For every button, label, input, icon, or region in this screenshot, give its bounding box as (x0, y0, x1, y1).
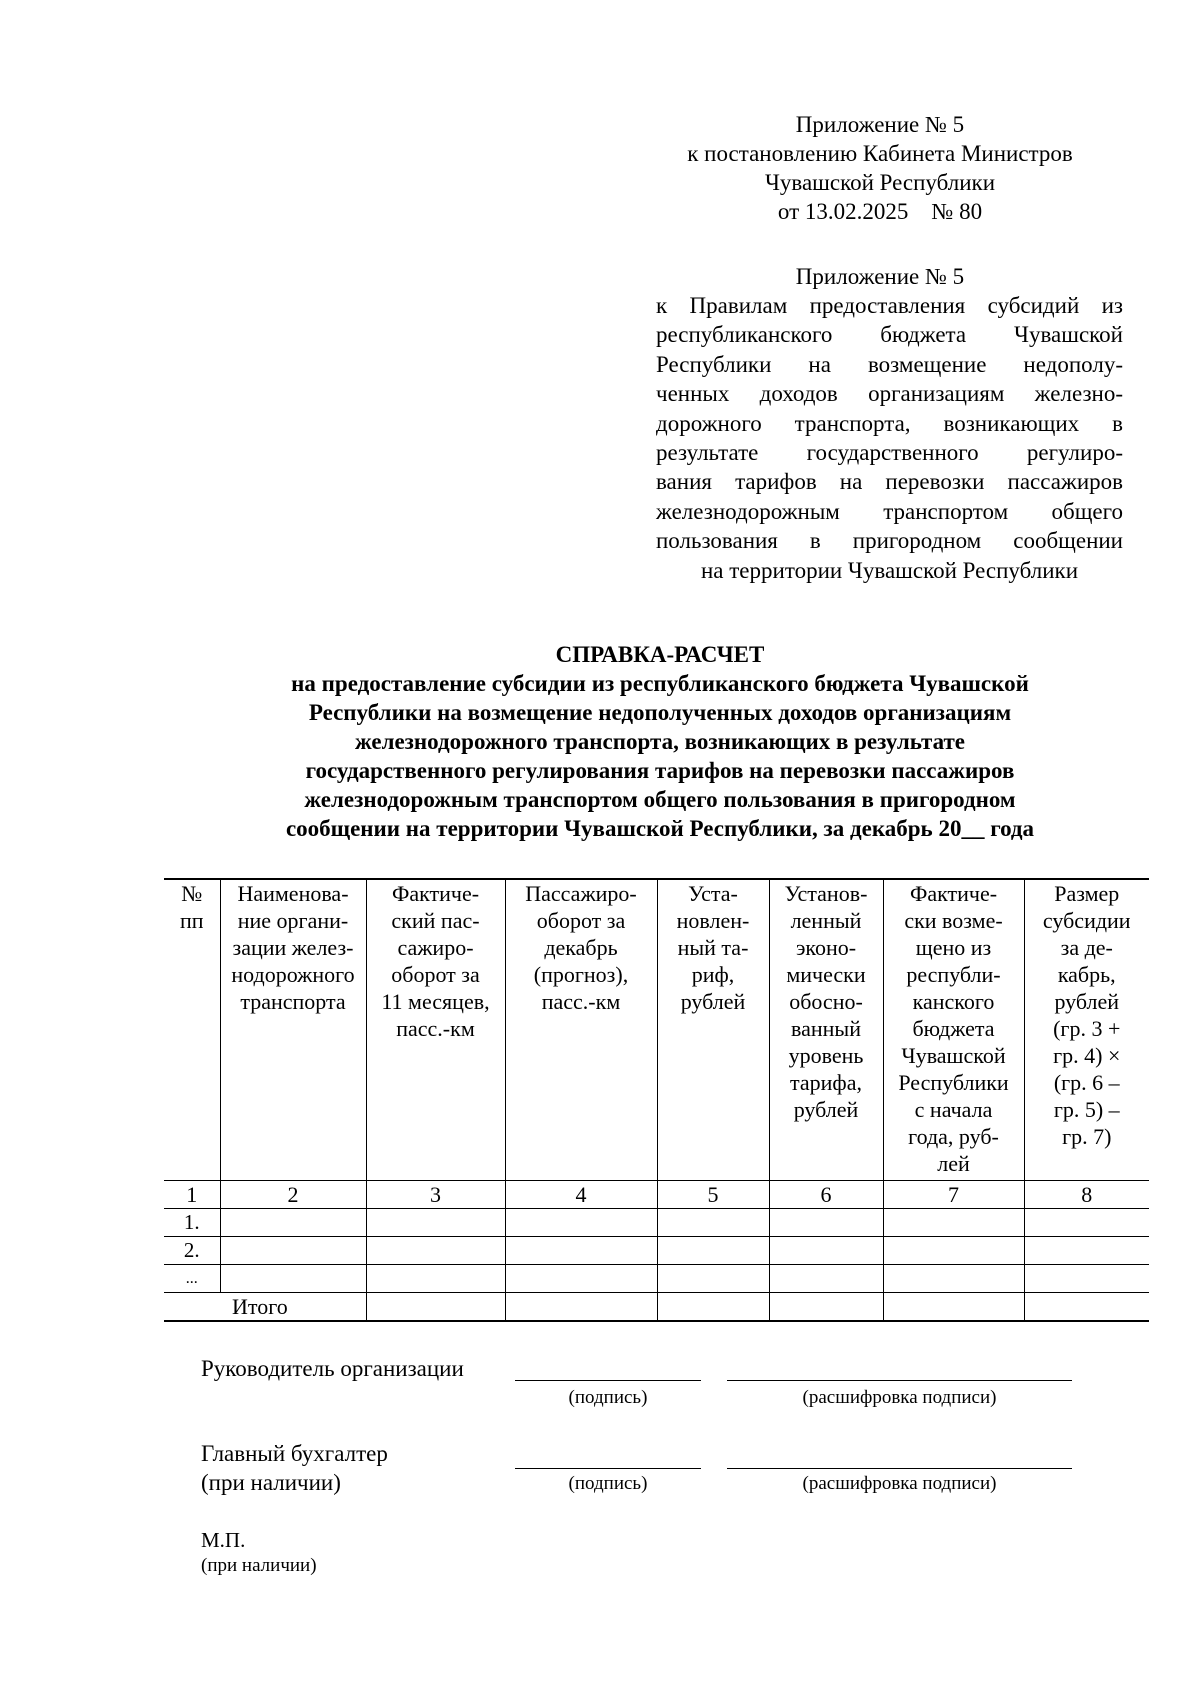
accountant-decode-line (727, 1468, 1072, 1469)
table-row (164, 1237, 1149, 1265)
header-line: Уста- (688, 881, 738, 906)
header-line: ние органи- (237, 908, 349, 933)
total-row (164, 1293, 1149, 1322)
header-line: ный та- (677, 935, 749, 960)
column-number: 7 (883, 1181, 1024, 1209)
rules-appendix-line: Республики на возмещение недополу- (656, 351, 1123, 377)
column-number: 8 (1024, 1181, 1149, 1209)
table-cell (220, 1265, 366, 1293)
table-cell (220, 1209, 366, 1237)
header-line: транспорта (240, 989, 346, 1014)
table-cell (220, 1237, 366, 1265)
header-line: риф, (691, 962, 735, 987)
header-line: пасс.-км (541, 989, 621, 1014)
rules-appendix-line: республиканского бюджета Чувашской (656, 322, 1123, 348)
header-line: ванный (791, 1016, 861, 1041)
header-line: за де- (1060, 935, 1113, 960)
table-cell (657, 1237, 769, 1265)
header-line: сажиро- (397, 935, 474, 960)
header-line: ский пас- (391, 908, 480, 933)
row-number: 1. (164, 1209, 220, 1237)
table-cell (505, 1209, 657, 1237)
chief-accountant-note: (при наличии) (201, 1470, 341, 1495)
column-number-row (164, 1181, 1149, 1209)
rules-appendix-line: к Правилам предоставления субсидий из (656, 293, 1123, 318)
header-col-1 (164, 879, 220, 1181)
table-cell (1024, 1293, 1149, 1322)
header-line: № (181, 881, 203, 906)
header-line: Фактиче- (909, 881, 998, 906)
document-subtitle (200, 669, 1120, 843)
header-line: мически (786, 962, 866, 987)
subtitle-line: Республики на возмещение недополученных доходов организациям (308, 700, 1012, 725)
rules-appendix-line: пользования в пригородном сообщении (656, 528, 1123, 554)
table-row (164, 1265, 1149, 1293)
column-number: 6 (769, 1181, 883, 1209)
header-col-3 (366, 879, 505, 1181)
table-cell (883, 1265, 1024, 1293)
stamp-place-label: М.П. (201, 1528, 246, 1552)
table-cell (769, 1209, 883, 1237)
accountant-signature-caption: (подпись) (568, 1473, 648, 1494)
header-line: Установ- (784, 881, 868, 906)
document-title: СПРАВКА-РАСЧЕТ (555, 642, 765, 667)
accountant-decode-caption: (расшифровка подписи) (802, 1473, 997, 1494)
head-signature-caption: (подпись) (568, 1387, 648, 1408)
header-line: республи- (906, 962, 1001, 987)
header-line: пасс.-км (396, 1016, 475, 1041)
head-decode-line (727, 1380, 1072, 1381)
subtitle-line: железнодорожного транспорта, возникающих в результате (354, 729, 966, 754)
header-line: уровень (788, 1043, 864, 1068)
header-line: 11 месяцев, (381, 989, 490, 1014)
header-line: года, руб- (908, 1124, 999, 1149)
table-cell (657, 1209, 769, 1237)
row-number: 2. (164, 1237, 220, 1265)
chief-accountant-label: Главный бухгалтер (201, 1441, 388, 1466)
header-line: Фактиче- (391, 881, 480, 906)
appendix-date-number: от 13.02.2025 № 80 (777, 199, 983, 224)
table-cell (1024, 1209, 1149, 1237)
header-col-5 (657, 879, 769, 1181)
subtitle-line: на предоставление субсидии из республиканского бюджета Чувашской (291, 671, 1029, 696)
column-number: 3 (366, 1181, 505, 1209)
head-of-organization-label: Руководитель организации (201, 1356, 464, 1381)
table-header-row (164, 879, 1149, 1181)
header-line: новлен- (676, 908, 750, 933)
column-number: 4 (505, 1181, 657, 1209)
column-number: 5 (657, 1181, 769, 1209)
subtitle-line: сообщении на территории Чувашской Республики, за декабрь 20__ года (285, 816, 1035, 841)
header-col-4 (505, 879, 657, 1181)
head-signature-line (515, 1380, 701, 1381)
header-line: рублей (680, 989, 746, 1014)
header-col-6 (769, 879, 883, 1181)
header-line: оборот за (391, 962, 480, 987)
table-cell (1024, 1237, 1149, 1265)
table-cell (883, 1209, 1024, 1237)
header-line: эконо- (795, 935, 857, 960)
header-line: рублей (793, 1097, 859, 1122)
header-line: зации желез- (232, 935, 354, 960)
rules-appendix-line: дорожного транспорта, возникающих в (656, 410, 1123, 436)
table-cell (366, 1209, 505, 1237)
rules-appendix-line: вания тарифов на перевозки пассажиров (656, 469, 1123, 495)
table-cell (1024, 1265, 1149, 1293)
header-line: гр. 4) × (1053, 1043, 1121, 1068)
header-line: лей (937, 1151, 970, 1176)
calculation-table (164, 878, 1149, 1322)
header-col-8 (1024, 879, 1149, 1181)
header-line: бюджета (912, 1016, 995, 1041)
row-number: ... (164, 1265, 220, 1293)
header-line: щено из (915, 935, 992, 960)
header-col-7 (883, 879, 1024, 1181)
header-line: Республики (898, 1070, 1009, 1095)
header-line: Размер (1054, 881, 1120, 906)
table-cell (505, 1293, 657, 1322)
rules-appendix-line: на территории Чувашской Республики (700, 557, 1079, 583)
appendix-header (640, 110, 1120, 226)
header-line: пп (179, 908, 204, 933)
subtitle-line: железнодорожным транспортом общего пользования в пригородном (304, 787, 1016, 812)
header-line: канского (912, 989, 995, 1014)
table-cell (366, 1265, 505, 1293)
rules-appendix-title: Приложение № 5 (795, 264, 965, 289)
subtitle-line: государственного регулирования тарифов на перевозки пассажиров (305, 758, 1015, 783)
column-number: 2 (220, 1181, 366, 1209)
header-line: (гр. 6 – (1053, 1070, 1120, 1095)
header-line: ски возме- (904, 908, 1003, 933)
header-line: гр. 7) (1062, 1124, 1112, 1149)
appendix-decree-ref: к постановлению Кабинета Министров (687, 141, 1073, 166)
header-line: ленный (790, 908, 862, 933)
rules-appendix-line: ченных доходов организациям железно- (656, 381, 1123, 407)
header-line: оборот за (536, 908, 626, 933)
header-line: тарифа, (790, 1070, 862, 1095)
table-cell (883, 1237, 1024, 1265)
header-line: кабрь, (1057, 962, 1116, 987)
table-cell (366, 1293, 505, 1322)
rules-appendix-line: железнодорожным транспортом общего (656, 498, 1123, 524)
table-cell (769, 1265, 883, 1293)
header-line: с начала (914, 1097, 993, 1122)
rules-appendix-text (656, 291, 1123, 585)
header-line: (прогноз), (533, 962, 629, 987)
table-cell (883, 1293, 1024, 1322)
table-cell (769, 1293, 883, 1322)
appendix-republic: Чувашской Республики (764, 170, 996, 195)
table-cell (657, 1293, 769, 1322)
header-line: гр. 5) – (1053, 1097, 1120, 1122)
table-cell (769, 1237, 883, 1265)
accountant-signature-line (515, 1468, 701, 1469)
table-cell (505, 1265, 657, 1293)
header-line: нодорожного (231, 962, 355, 987)
header-line: Чувашской (901, 1043, 1006, 1068)
head-decode-caption: (расшифровка подписи) (802, 1387, 997, 1408)
header-line: (гр. 3 + (1053, 1016, 1121, 1041)
header-line: обосно- (789, 989, 863, 1014)
table-cell (366, 1237, 505, 1265)
header-line: декабрь (544, 935, 618, 960)
header-line: рублей (1054, 989, 1120, 1014)
header-line: субсидии (1042, 908, 1131, 933)
stamp-place-note: (при наличии) (201, 1555, 317, 1576)
header-col-2 (220, 879, 366, 1181)
table-cell (505, 1237, 657, 1265)
total-label: Итого (164, 1293, 366, 1322)
header-line: Наименова- (237, 881, 349, 906)
table-row (164, 1209, 1149, 1237)
column-number: 1 (164, 1181, 220, 1209)
rules-appendix-line: результате государственного регулиро- (656, 440, 1123, 466)
header-line: Пассажиро- (525, 881, 637, 906)
table-cell (657, 1265, 769, 1293)
appendix-number: Приложение № 5 (795, 112, 965, 137)
